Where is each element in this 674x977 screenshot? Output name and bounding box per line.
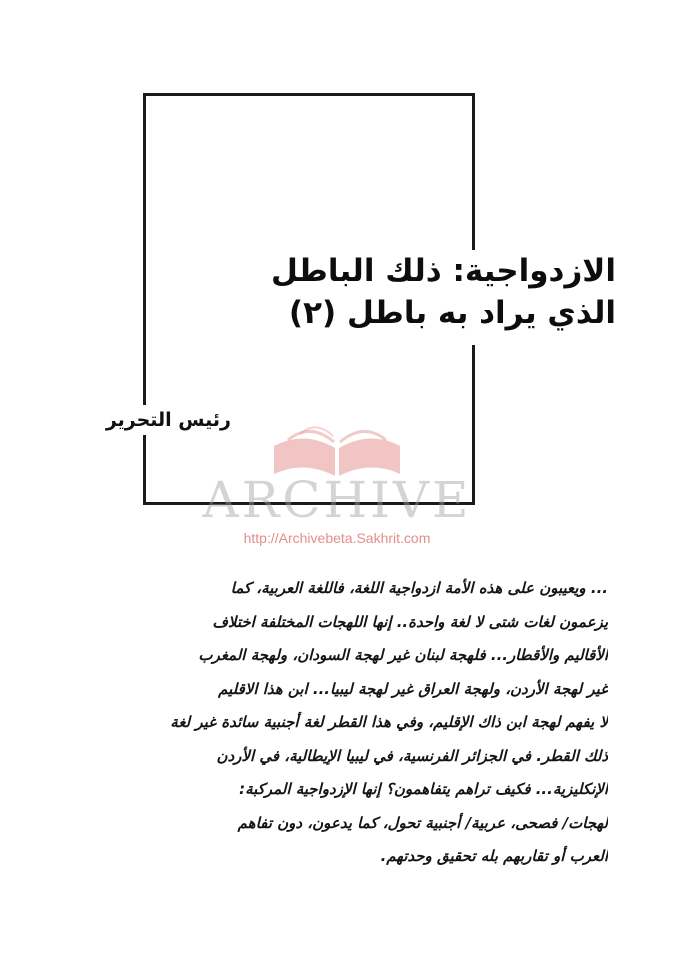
body-line: لهجات/ فصحى، عربية/ أجنبية تحول، كما يدعون، دون تفاهم (237, 813, 608, 832)
body-line: يزعمون لغات شتى لا لغة واحدة.. إنها اللهجات المختلفة اختلاف (212, 612, 608, 631)
body-line: ... ويعيبون على هذه الأمة ازدواجية اللغة، فاللغة العربية، كما (230, 579, 608, 597)
article-title (216, 250, 616, 345)
body-line: ذلك القطر. في الجزائر الفرنسية، في ليبيا الإيطالية، في الأردن (216, 746, 608, 765)
body-line: لا يفهم لهجة ابن ذاك الإقليم، وفي هذا القطر لغة أجنبية سائدة غير لغة (170, 713, 608, 731)
body-line: الأقاليم والأقطار... فلهجة لبنان غير لهجة السودان، ولهجة المغرب (198, 646, 608, 664)
open-book-icon (270, 418, 404, 478)
archive-watermark (0, 410, 674, 560)
article-body (94, 572, 608, 874)
title-line-1: الازدواجية: ذلك الباطل (271, 253, 616, 289)
body-line: العرب أو تقاربهم بله تحقيق وحدتهم. (380, 847, 608, 865)
watermark-text: ARCHIVE (202, 471, 472, 529)
author-byline: رئيس التحرير (51, 405, 231, 435)
body-line: غير لهجة الأردن، ولهجة العراق غير لهجة ليبيا... ابن هذا الاقليم (218, 679, 608, 698)
body-line: الإنكليزية... فكيف تراهم يتفاهمون؟ إنها الإزدواجية المركبة: (239, 780, 608, 798)
watermark-url: http://Archivebeta.Sakhrit.com (243, 530, 431, 546)
title-line-2: الذي يراد به باطل (٢) (288, 295, 616, 331)
